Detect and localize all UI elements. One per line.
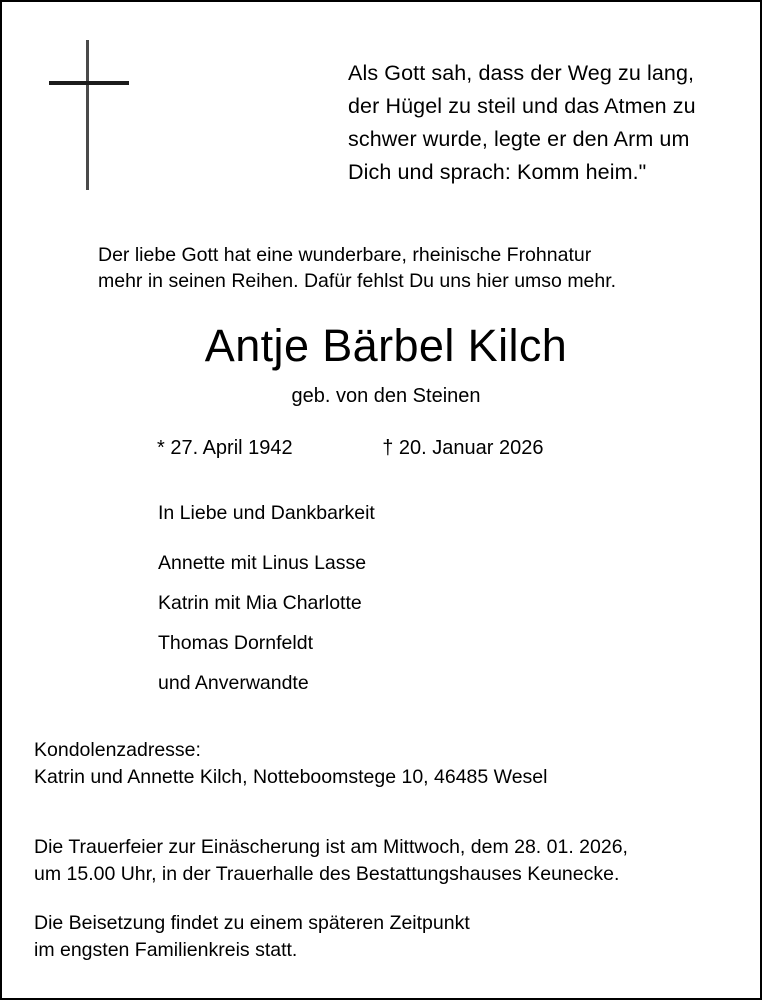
interment-line: Die Beisetzung findet zu einem späteren Zeitpunkt <box>34 912 470 934</box>
survivor-name: Annette mit Linus Lasse <box>158 552 367 574</box>
christian-cross-icon <box>47 40 133 190</box>
cross-vertical-bar <box>86 40 89 190</box>
interment-details <box>34 910 744 964</box>
survivors-list <box>158 500 608 696</box>
tribute-paragraph <box>98 242 678 294</box>
condolence-address-block <box>34 737 744 791</box>
quote-line: schwer wurde, legte er den Arm um <box>348 127 690 151</box>
cross-horizontal-bar <box>49 81 129 85</box>
quote-line: Als Gott sah, dass der Weg zu lang, <box>348 61 695 85</box>
deceased-full-name: Antje Bärbel Kilch <box>204 320 568 371</box>
interment-line: im engsten Familienkreis statt. <box>34 939 298 961</box>
deceased-maiden-name: geb. von den Steinen <box>291 385 481 407</box>
birth-date: * 27. April 1942 <box>157 437 293 459</box>
memorial-quote <box>348 57 748 189</box>
death-date: † 20. Januar 2026 <box>382 437 544 459</box>
survivors-lead: In Liebe und Dankbarkeit <box>158 502 375 524</box>
tribute-line: Der liebe Gott hat eine wunderbare, rheinische Frohnatur <box>98 244 592 266</box>
survivor-name: Thomas Dornfeldt <box>158 632 313 654</box>
ceremony-details <box>34 834 744 888</box>
ceremony-line: um 15.00 Uhr, in der Trauerhalle des Bestattungshauses Keunecke. <box>34 863 620 885</box>
survivor-name: Katrin mit Mia Charlotte <box>158 592 362 614</box>
quote-line: Dich und sprach: Komm heim." <box>348 160 647 184</box>
survivor-name: und Anverwandte <box>158 672 309 694</box>
quote-line: der Hügel zu steil und das Atmen zu <box>348 94 696 118</box>
tribute-line: mehr in seinen Reihen. Dafür fehlst Du uns hier umso mehr. <box>98 270 617 292</box>
condolence-address: Katrin und Annette Kilch, Notteboomstege 10, 46485 Wesel <box>34 766 548 788</box>
deceased-name-block <box>2 320 762 410</box>
ceremony-line: Die Trauerfeier zur Einäscherung ist am Mittwoch, dem 28. 01. 2026, <box>34 836 628 858</box>
life-dates <box>157 434 627 462</box>
condolence-label: Kondolenzadresse: <box>34 739 201 761</box>
